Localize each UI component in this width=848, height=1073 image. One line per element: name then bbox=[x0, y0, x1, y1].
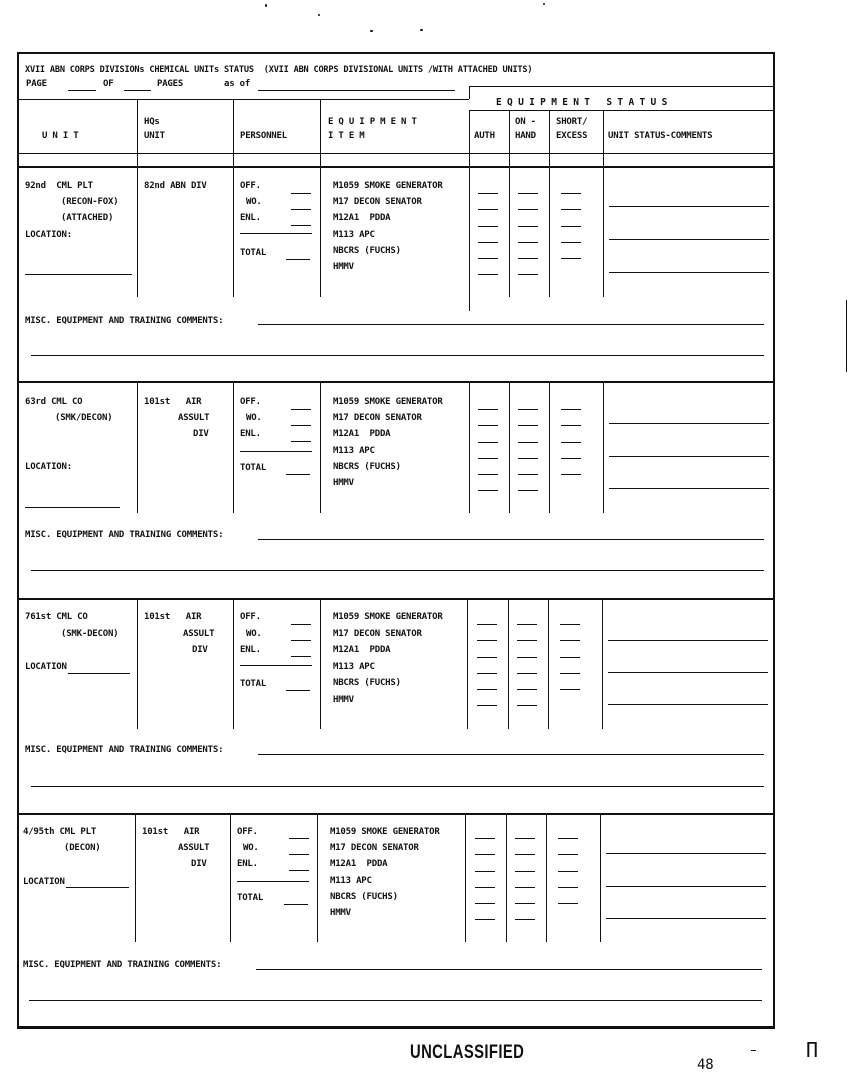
misc-comments-label: MISC. EQUIPMENT AND TRAINING COMMENTS: bbox=[25, 316, 224, 326]
header-rule bbox=[469, 86, 775, 87]
comment-line[interactable] bbox=[608, 672, 768, 673]
personnel-total-field[interactable] bbox=[286, 474, 310, 475]
col-divider bbox=[469, 110, 470, 166]
on-hand-field[interactable] bbox=[518, 274, 538, 275]
equipment-item: M12A1 PDDA bbox=[333, 429, 391, 439]
on-hand-field[interactable] bbox=[515, 903, 535, 904]
pages-label: PAGES bbox=[157, 79, 184, 89]
location-field[interactable] bbox=[25, 507, 120, 508]
hq-unit: 82nd ABN DIV bbox=[144, 181, 207, 191]
equipment-item: M1059 SMOKE GENERATOR bbox=[330, 827, 440, 837]
col-divider bbox=[549, 110, 550, 166]
on-hand-field[interactable] bbox=[515, 838, 535, 839]
equipment-item: NBCRS (FUCHS) bbox=[333, 246, 401, 256]
personnel-sum-rule bbox=[237, 881, 309, 882]
equipment-item: M12A1 PDDA bbox=[333, 645, 391, 655]
personnel-total-field[interactable] bbox=[286, 259, 310, 260]
equipment-item: NBCRS (FUCHS) bbox=[330, 892, 398, 902]
col-divider bbox=[233, 99, 234, 166]
on-hand-field[interactable] bbox=[518, 209, 538, 210]
short-excess-field[interactable] bbox=[558, 871, 578, 872]
auth-field[interactable] bbox=[477, 657, 497, 658]
as-of-date-field[interactable] bbox=[258, 90, 455, 91]
on-hand-field[interactable] bbox=[518, 425, 538, 426]
misc-comment-line[interactable] bbox=[256, 969, 762, 970]
hq-unit: 101st AIR bbox=[144, 612, 202, 622]
personnel-sum-rule bbox=[240, 451, 312, 452]
on-hand-field[interactable] bbox=[515, 854, 535, 855]
col-divider bbox=[602, 600, 603, 729]
auth-field[interactable] bbox=[475, 854, 495, 855]
short-excess-field[interactable] bbox=[561, 209, 581, 210]
on-hand-field[interactable] bbox=[518, 258, 538, 259]
on-hand-field[interactable] bbox=[517, 640, 537, 641]
col-divider bbox=[320, 600, 321, 729]
auth-field[interactable] bbox=[477, 624, 497, 625]
on-hand-field[interactable] bbox=[518, 490, 538, 491]
equipment-item: HMMV bbox=[333, 695, 354, 705]
on-hand-field[interactable] bbox=[518, 442, 538, 443]
comment-line[interactable] bbox=[606, 886, 766, 887]
unit-type: (RECON-FOX) bbox=[61, 197, 119, 207]
personnel-wo-field[interactable] bbox=[291, 425, 311, 426]
equipment-status-header: E Q U I P M E N T S T A T U S bbox=[496, 97, 668, 108]
location-label: LOCATION bbox=[25, 662, 67, 672]
personnel-off-field[interactable] bbox=[289, 838, 309, 839]
unit-type: (SMK/DECON) bbox=[55, 413, 113, 423]
auth-field[interactable] bbox=[475, 903, 495, 904]
equipment-item: M1059 SMOKE GENERATOR bbox=[333, 181, 443, 191]
auth-field[interactable] bbox=[477, 689, 497, 690]
col-equip-item-2: I T E M bbox=[328, 131, 365, 141]
auth-field[interactable] bbox=[477, 705, 497, 706]
header-rule bbox=[17, 153, 775, 154]
unit-type: (DECON) bbox=[64, 843, 101, 853]
comment-line[interactable] bbox=[609, 423, 769, 424]
scan-speck bbox=[543, 3, 545, 5]
equipment-item: M17 DECON SENATOR bbox=[333, 413, 422, 423]
col-divider bbox=[137, 166, 138, 297]
on-hand-field[interactable] bbox=[515, 887, 535, 888]
auth-field[interactable] bbox=[478, 490, 498, 491]
short-excess-field[interactable] bbox=[558, 887, 578, 888]
location-field[interactable] bbox=[68, 673, 130, 674]
col-on-hand-2: HAND bbox=[515, 131, 536, 141]
on-hand-field[interactable] bbox=[517, 624, 537, 625]
on-hand-field[interactable] bbox=[517, 705, 537, 706]
personnel-off-field[interactable] bbox=[291, 624, 311, 625]
col-on-hand-1: ON - bbox=[515, 117, 536, 127]
misc-comments-label: MISC. EQUIPMENT AND TRAINING COMMENTS: bbox=[25, 745, 224, 755]
personnel-enl-field[interactable] bbox=[291, 656, 311, 657]
hq-unit: DIV bbox=[193, 429, 209, 439]
auth-field[interactable] bbox=[478, 193, 498, 194]
short-excess-field[interactable] bbox=[561, 258, 581, 259]
auth-field[interactable] bbox=[478, 474, 498, 475]
col-divider bbox=[233, 600, 234, 729]
auth-field[interactable] bbox=[478, 209, 498, 210]
on-hand-field[interactable] bbox=[518, 242, 538, 243]
scan-speck bbox=[370, 30, 373, 32]
section-divider bbox=[17, 381, 775, 383]
section-divider bbox=[17, 598, 775, 600]
col-divider bbox=[549, 383, 550, 513]
equipment-item: M17 DECON SENATOR bbox=[333, 629, 422, 639]
col-divider bbox=[509, 383, 510, 513]
header-divider bbox=[469, 86, 470, 99]
page-number-field[interactable] bbox=[68, 90, 96, 91]
as-of-label: as of bbox=[224, 79, 251, 89]
of-label: OF bbox=[103, 79, 114, 89]
hq-unit: ASSULT bbox=[178, 843, 210, 853]
personnel-total-field[interactable] bbox=[284, 904, 308, 905]
scan-speck bbox=[420, 29, 423, 31]
on-hand-field[interactable] bbox=[518, 458, 538, 459]
equipment-item: M1059 SMOKE GENERATOR bbox=[333, 397, 443, 407]
col-divider bbox=[546, 815, 547, 942]
personnel-wo-field[interactable] bbox=[289, 854, 309, 855]
personnel-wo-label: WO. bbox=[246, 629, 262, 639]
col-divider bbox=[137, 383, 138, 513]
short-excess-field[interactable] bbox=[561, 226, 581, 227]
unit-name: 761st CML CO bbox=[25, 612, 88, 622]
auth-field[interactable] bbox=[478, 458, 498, 459]
col-divider bbox=[320, 383, 321, 513]
col-divider bbox=[509, 110, 510, 166]
comment-line[interactable] bbox=[609, 272, 769, 273]
corner-mark: Π bbox=[806, 1038, 818, 1062]
col-unit: U N I T bbox=[42, 131, 79, 141]
personnel-enl-label: ENL. bbox=[240, 429, 261, 439]
col-divider bbox=[320, 99, 321, 166]
col-divider bbox=[469, 166, 470, 311]
misc-comment-line[interactable] bbox=[31, 355, 764, 356]
auth-field[interactable] bbox=[477, 673, 497, 674]
short-excess-field[interactable] bbox=[561, 442, 581, 443]
auth-field[interactable] bbox=[478, 274, 498, 275]
col-divider bbox=[137, 600, 138, 729]
personnel-enl-label: ENL. bbox=[237, 859, 258, 869]
equipment-item: NBCRS (FUCHS) bbox=[333, 462, 401, 472]
short-excess-field[interactable] bbox=[560, 624, 580, 625]
personnel-enl-field[interactable] bbox=[291, 225, 311, 226]
personnel-total-field[interactable] bbox=[286, 690, 310, 691]
col-divider bbox=[600, 815, 601, 942]
on-hand-field[interactable] bbox=[517, 657, 537, 658]
equipment-item: HMMV bbox=[333, 478, 354, 488]
short-excess-field[interactable] bbox=[561, 409, 581, 410]
hq-unit: DIV bbox=[191, 859, 207, 869]
misc-comment-line[interactable] bbox=[29, 1000, 762, 1001]
col-divider bbox=[465, 815, 466, 942]
on-hand-field[interactable] bbox=[515, 919, 535, 920]
equipment-item: M12A1 PDDA bbox=[333, 213, 391, 223]
on-hand-field[interactable] bbox=[517, 673, 537, 674]
col-hqs: HQs bbox=[144, 117, 160, 127]
auth-field[interactable] bbox=[478, 442, 498, 443]
page-total-field[interactable] bbox=[124, 90, 151, 91]
col-auth: AUTH bbox=[474, 131, 495, 141]
equipment-item: M113 APC bbox=[333, 446, 375, 456]
equipment-item: M17 DECON SENATOR bbox=[333, 197, 422, 207]
comment-line[interactable] bbox=[609, 488, 769, 489]
personnel-enl-field[interactable] bbox=[291, 441, 311, 442]
col-short-2: EXCESS bbox=[556, 131, 588, 141]
unit-name: 4/95th CML PLT bbox=[23, 827, 97, 837]
header-rule bbox=[17, 166, 775, 168]
on-hand-field[interactable] bbox=[518, 193, 538, 194]
col-equip-item-1: E Q U I P M E N T bbox=[328, 117, 417, 127]
short-excess-field[interactable] bbox=[560, 673, 580, 674]
col-divider bbox=[603, 166, 604, 297]
comment-line[interactable] bbox=[606, 918, 766, 919]
auth-field[interactable] bbox=[478, 258, 498, 259]
col-personnel: PERSONNEL bbox=[240, 131, 287, 141]
col-comments: UNIT STATUS-COMMENTS bbox=[608, 131, 713, 141]
equipment-item: M1059 SMOKE GENERATOR bbox=[333, 612, 443, 622]
col-divider bbox=[467, 600, 468, 729]
col-divider bbox=[506, 815, 507, 942]
hq-unit: ASSULT bbox=[178, 413, 210, 423]
short-excess-field[interactable] bbox=[561, 242, 581, 243]
auth-field[interactable] bbox=[478, 242, 498, 243]
auth-field[interactable] bbox=[477, 640, 497, 641]
classification-marking: UNCLASSIFIED bbox=[410, 1042, 525, 1063]
personnel-sum-rule bbox=[240, 665, 312, 666]
personnel-wo-label: WO. bbox=[246, 197, 262, 207]
personnel-total-label: TOTAL bbox=[240, 463, 267, 473]
personnel-off-label: OFF. bbox=[240, 181, 261, 191]
unit-name: 63rd CML CO bbox=[25, 397, 83, 407]
location-label: LOCATION: bbox=[25, 462, 72, 472]
col-divider bbox=[137, 99, 138, 166]
personnel-off-field[interactable] bbox=[291, 193, 311, 194]
equipment-item: M113 APC bbox=[333, 230, 375, 240]
equipment-item: NBCRS (FUCHS) bbox=[333, 678, 401, 688]
misc-comments-label: MISC. EQUIPMENT AND TRAINING COMMENTS: bbox=[25, 530, 224, 540]
location-label: LOCATION: bbox=[25, 230, 72, 240]
equipment-item: M113 APC bbox=[330, 876, 372, 886]
comment-line[interactable] bbox=[606, 853, 766, 854]
hq-unit: ASSULT bbox=[183, 629, 215, 639]
col-divider bbox=[509, 166, 510, 297]
col-divider bbox=[603, 383, 604, 513]
personnel-enl-label: ENL. bbox=[240, 213, 261, 223]
unit-name: 92nd CML PLT bbox=[25, 181, 93, 191]
personnel-off-label: OFF. bbox=[237, 827, 258, 837]
location-label: LOCATION bbox=[23, 877, 65, 887]
personnel-enl-label: ENL. bbox=[240, 645, 261, 655]
on-hand-field[interactable] bbox=[518, 474, 538, 475]
col-divider bbox=[508, 600, 509, 729]
col-divider bbox=[549, 166, 550, 297]
personnel-total-label: TOTAL bbox=[240, 679, 267, 689]
equipment-item: M17 DECON SENATOR bbox=[330, 843, 419, 853]
personnel-off-label: OFF. bbox=[240, 397, 261, 407]
col-divider bbox=[469, 383, 470, 513]
misc-comment-line[interactable] bbox=[258, 539, 764, 540]
short-excess-field[interactable] bbox=[561, 474, 581, 475]
misc-comment-line[interactable] bbox=[258, 754, 764, 755]
comment-line[interactable] bbox=[609, 206, 769, 207]
equipment-item: M12A1 PDDA bbox=[330, 859, 388, 869]
auth-field[interactable] bbox=[475, 838, 495, 839]
personnel-total-label: TOTAL bbox=[240, 248, 267, 258]
personnel-wo-label: WO. bbox=[243, 843, 259, 853]
footer-tick bbox=[751, 1050, 756, 1051]
auth-field[interactable] bbox=[475, 871, 495, 872]
short-excess-field[interactable] bbox=[561, 458, 581, 459]
col-divider bbox=[135, 815, 136, 942]
col-hqs-unit: UNIT bbox=[144, 131, 165, 141]
personnel-off-label: OFF. bbox=[240, 612, 261, 622]
on-hand-field[interactable] bbox=[515, 871, 535, 872]
form-title: XVII ABN CORPS DIVISIONs CHEMICAL UNITs STATUS (XVII ABN CORPS DIVISIONAL UNITS /WITH ATTACHED UNITS) bbox=[25, 65, 533, 75]
auth-field[interactable] bbox=[478, 226, 498, 227]
col-divider bbox=[603, 110, 604, 166]
short-excess-field[interactable] bbox=[558, 838, 578, 839]
section-divider bbox=[17, 813, 775, 815]
short-excess-field[interactable] bbox=[561, 193, 581, 194]
page-number: 48 bbox=[697, 1057, 714, 1073]
on-hand-field[interactable] bbox=[517, 689, 537, 690]
col-divider bbox=[233, 166, 234, 297]
misc-comment-line[interactable] bbox=[31, 570, 764, 571]
unit-type: (SMK-DECON) bbox=[61, 629, 119, 639]
comment-line[interactable] bbox=[608, 640, 768, 641]
equipment-item: HMMV bbox=[330, 908, 351, 918]
col-divider bbox=[233, 383, 234, 513]
misc-comments-label: MISC. EQUIPMENT AND TRAINING COMMENTS: bbox=[23, 960, 222, 970]
comment-line[interactable] bbox=[608, 704, 768, 705]
auth-field[interactable] bbox=[475, 919, 495, 920]
col-divider bbox=[317, 815, 318, 942]
personnel-wo-label: WO. bbox=[246, 413, 262, 423]
short-excess-field[interactable] bbox=[560, 689, 580, 690]
short-excess-field[interactable] bbox=[560, 640, 580, 641]
short-excess-field[interactable] bbox=[560, 657, 580, 658]
scan-edge-line bbox=[846, 300, 847, 372]
location-field[interactable] bbox=[25, 274, 132, 275]
misc-comment-line[interactable] bbox=[258, 324, 764, 325]
unit-attachment: (ATTACHED) bbox=[61, 213, 114, 223]
equipment-item: M113 APC bbox=[333, 662, 375, 672]
personnel-enl-field[interactable] bbox=[289, 870, 309, 871]
header-rule bbox=[469, 110, 775, 111]
misc-comment-line[interactable] bbox=[31, 786, 764, 787]
col-divider bbox=[320, 166, 321, 297]
hq-unit: DIV bbox=[192, 645, 208, 655]
auth-field[interactable] bbox=[478, 409, 498, 410]
personnel-wo-field[interactable] bbox=[291, 640, 311, 641]
short-excess-field[interactable] bbox=[558, 903, 578, 904]
short-excess-field[interactable] bbox=[558, 854, 578, 855]
auth-field[interactable] bbox=[478, 425, 498, 426]
hq-unit: 101st AIR bbox=[144, 397, 202, 407]
scan-speck bbox=[265, 4, 267, 7]
short-excess-field[interactable] bbox=[561, 425, 581, 426]
scan-speck bbox=[318, 14, 320, 16]
page-label: PAGE bbox=[26, 79, 47, 89]
equipment-item: HMMV bbox=[333, 262, 354, 272]
comment-line[interactable] bbox=[609, 239, 769, 240]
personnel-total-label: TOTAL bbox=[237, 893, 264, 903]
header-rule bbox=[17, 99, 469, 100]
location-field[interactable] bbox=[66, 887, 129, 888]
comment-line[interactable] bbox=[609, 456, 769, 457]
personnel-wo-field[interactable] bbox=[291, 209, 311, 210]
col-divider bbox=[230, 815, 231, 942]
on-hand-field[interactable] bbox=[518, 409, 538, 410]
hq-unit: 101st AIR bbox=[142, 827, 200, 837]
personnel-sum-rule bbox=[240, 233, 312, 234]
on-hand-field[interactable] bbox=[518, 226, 538, 227]
col-short-1: SHORT/ bbox=[556, 117, 588, 127]
auth-field[interactable] bbox=[475, 887, 495, 888]
personnel-off-field[interactable] bbox=[291, 409, 311, 410]
col-divider bbox=[548, 600, 549, 729]
